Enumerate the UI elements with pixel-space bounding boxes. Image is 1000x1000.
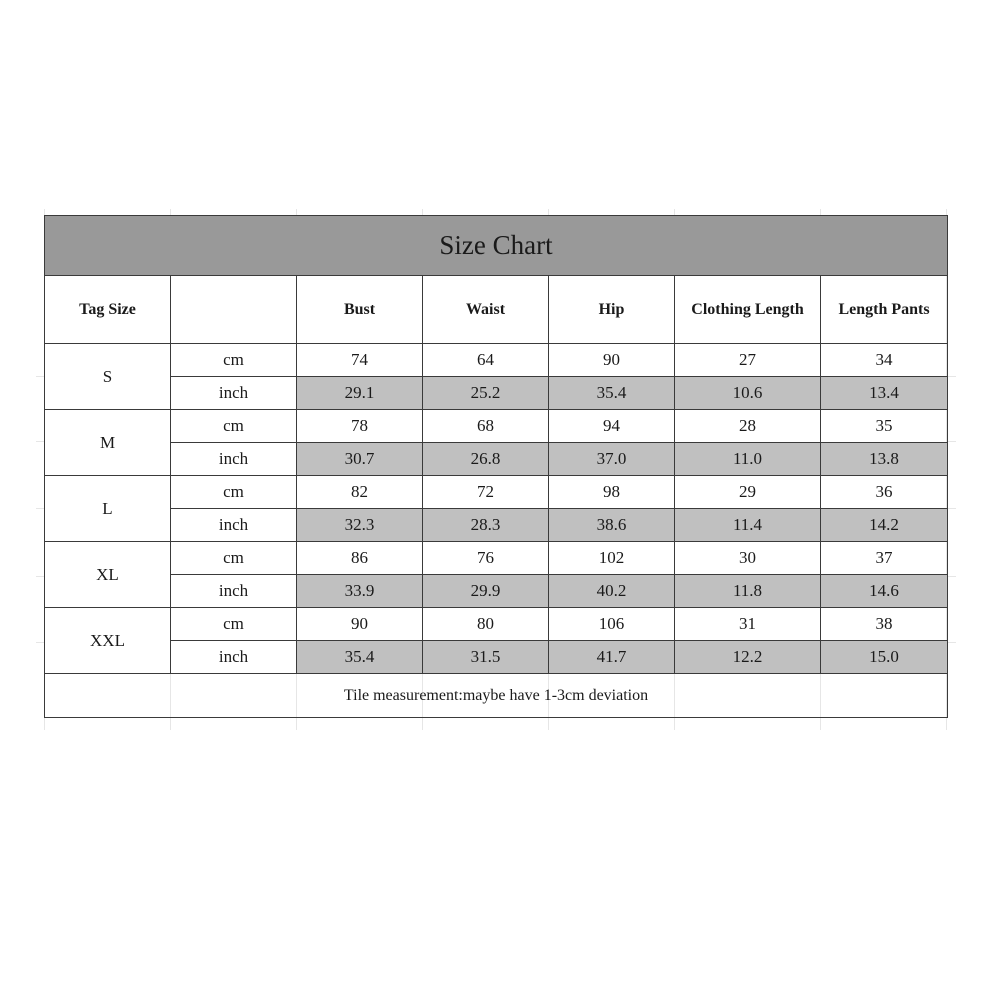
size-chart-table (44, 215, 948, 718)
value-cell: 31 (675, 608, 821, 641)
value-cell: 11.8 (675, 575, 821, 608)
value-cell: 26.8 (423, 443, 549, 476)
unit-cell: cm (171, 476, 297, 509)
table-row (45, 608, 948, 641)
unit-cell: inch (171, 575, 297, 608)
value-cell: 37.0 (549, 443, 675, 476)
header-unit (171, 276, 297, 344)
value-cell: 76 (423, 542, 549, 575)
value-cell: 35.4 (297, 641, 423, 674)
title-row (45, 216, 948, 276)
size-label-s: S (45, 344, 171, 410)
value-cell: 72 (423, 476, 549, 509)
value-cell: 35.4 (549, 377, 675, 410)
value-cell: 78 (297, 410, 423, 443)
header-clothing-length: Clothing Length (675, 276, 821, 344)
value-cell: 38.6 (549, 509, 675, 542)
size-label-xl: XL (45, 542, 171, 608)
value-cell: 29.1 (297, 377, 423, 410)
value-cell: 12.2 (675, 641, 821, 674)
unit-cell: inch (171, 377, 297, 410)
value-cell: 40.2 (549, 575, 675, 608)
value-cell: 14.2 (821, 509, 948, 542)
value-cell: 30.7 (297, 443, 423, 476)
table-row (45, 344, 948, 377)
unit-cell: cm (171, 344, 297, 377)
value-cell: 29 (675, 476, 821, 509)
table-row (45, 575, 948, 608)
table-row (45, 377, 948, 410)
table-row (45, 443, 948, 476)
value-cell: 102 (549, 542, 675, 575)
header-tag-size: Tag Size (45, 276, 171, 344)
value-cell: 68 (423, 410, 549, 443)
value-cell: 82 (297, 476, 423, 509)
value-cell: 31.5 (423, 641, 549, 674)
chart-title: Size Chart (45, 216, 948, 276)
value-cell: 86 (297, 542, 423, 575)
unit-cell: cm (171, 410, 297, 443)
unit-cell: inch (171, 443, 297, 476)
value-cell: 13.8 (821, 443, 948, 476)
value-cell: 10.6 (675, 377, 821, 410)
value-cell: 64 (423, 344, 549, 377)
size-label-m: M (45, 410, 171, 476)
value-cell: 30 (675, 542, 821, 575)
table-row (45, 641, 948, 674)
footer-row (45, 674, 948, 718)
table-row (45, 542, 948, 575)
table-row (45, 410, 948, 443)
unit-cell: cm (171, 608, 297, 641)
value-cell: 28.3 (423, 509, 549, 542)
unit-cell: cm (171, 542, 297, 575)
unit-cell: inch (171, 509, 297, 542)
header-bust: Bust (297, 276, 423, 344)
value-cell: 74 (297, 344, 423, 377)
table-row (45, 509, 948, 542)
value-cell: 41.7 (549, 641, 675, 674)
value-cell: 38 (821, 608, 948, 641)
header-row (45, 276, 948, 344)
value-cell: 80 (423, 608, 549, 641)
value-cell: 106 (549, 608, 675, 641)
value-cell: 14.6 (821, 575, 948, 608)
value-cell: 25.2 (423, 377, 549, 410)
value-cell: 35 (821, 410, 948, 443)
value-cell: 34 (821, 344, 948, 377)
value-cell: 33.9 (297, 575, 423, 608)
header-hip: Hip (549, 276, 675, 344)
value-cell: 36 (821, 476, 948, 509)
value-cell: 90 (297, 608, 423, 641)
table-row (45, 476, 948, 509)
value-cell: 32.3 (297, 509, 423, 542)
header-length-pants: Length Pants (821, 276, 948, 344)
value-cell: 15.0 (821, 641, 948, 674)
value-cell: 27 (675, 344, 821, 377)
value-cell: 94 (549, 410, 675, 443)
value-cell: 13.4 (821, 377, 948, 410)
value-cell: 98 (549, 476, 675, 509)
value-cell: 90 (549, 344, 675, 377)
size-label-l: L (45, 476, 171, 542)
value-cell: 28 (675, 410, 821, 443)
value-cell: 11.0 (675, 443, 821, 476)
unit-cell: inch (171, 641, 297, 674)
header-waist: Waist (423, 276, 549, 344)
size-label-xxl: XXL (45, 608, 171, 674)
value-cell: 11.4 (675, 509, 821, 542)
value-cell: 37 (821, 542, 948, 575)
measurement-note: Tile measurement:maybe have 1-3cm deviation (45, 674, 948, 718)
value-cell: 29.9 (423, 575, 549, 608)
